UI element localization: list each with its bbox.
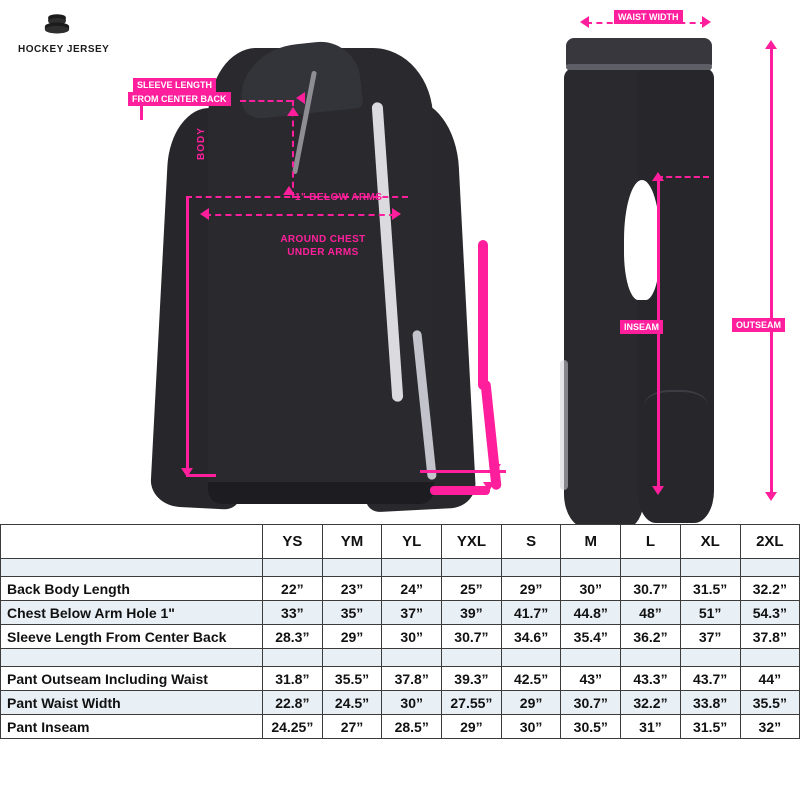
cell: 27.55” <box>442 691 502 715</box>
cell: 24” <box>382 577 442 601</box>
table-spacer-row-middle <box>1 649 800 667</box>
cell: 34.6” <box>501 625 561 649</box>
table-row <box>1 577 800 601</box>
inseam-measure-line <box>657 180 660 492</box>
chest-arrow-left <box>200 208 209 220</box>
cell: 31.5” <box>680 577 740 601</box>
table-row <box>1 667 800 691</box>
cell: 44” <box>740 667 800 691</box>
cell: 35.4” <box>561 625 621 649</box>
inseam-arrow-down <box>652 486 664 495</box>
chest-label-line2: UNDER ARMS <box>287 247 359 258</box>
collar-arrow-left <box>296 92 305 104</box>
waist-arrow-right <box>702 16 711 28</box>
table-spacer-row-top <box>1 559 800 577</box>
cell: 30” <box>382 691 442 715</box>
cell: 23” <box>322 577 382 601</box>
cell: 30.5” <box>561 715 621 739</box>
center-back-arrow-up <box>287 107 299 116</box>
cell: 24.5” <box>322 691 382 715</box>
cell: 22” <box>263 577 323 601</box>
cell: 37” <box>680 625 740 649</box>
row-label-pant-outseam: Pant Outseam Including Waist <box>1 667 263 691</box>
table-row <box>1 691 800 715</box>
header-yxl: YXL <box>442 525 502 559</box>
cell: 32.2” <box>740 577 800 601</box>
cell: 32.2” <box>621 691 681 715</box>
row-label-back-body-length: Back Body Length <box>1 577 263 601</box>
cell: 31.5” <box>680 715 740 739</box>
cell: 30.7” <box>561 691 621 715</box>
hem-right-arrow <box>489 464 501 473</box>
cell: 24.25” <box>263 715 323 739</box>
sleeve-measure-bar <box>478 240 488 390</box>
cell: 43.3” <box>621 667 681 691</box>
cell: 33.8” <box>680 691 740 715</box>
cell: 54.3” <box>740 601 800 625</box>
cell: 29” <box>501 691 561 715</box>
outseam-measure-line <box>770 48 773 498</box>
cell: 30” <box>501 715 561 739</box>
cell: 37.8” <box>382 667 442 691</box>
table-row <box>1 601 800 625</box>
cell: 44.8” <box>561 601 621 625</box>
cell: 25” <box>442 577 502 601</box>
cell: 30.7” <box>442 625 502 649</box>
brand-logo-text: HOCKEY JERSEY <box>18 44 110 55</box>
cell: 28.3” <box>263 625 323 649</box>
cell: 31.8” <box>263 667 323 691</box>
cell: 35.5” <box>322 667 382 691</box>
below-arms-label: 1" BELOW ARMS <box>295 192 383 203</box>
waist-width-tag: WAIST WIDTH <box>614 10 683 24</box>
cell: 37.8” <box>740 625 800 649</box>
outseam-tag: OUTSEAM <box>732 318 785 332</box>
hem-bar <box>430 486 490 495</box>
row-label-pant-inseam: Pant Inseam <box>1 715 263 739</box>
below-arms-arrow-up <box>283 186 295 195</box>
table-header-row <box>1 525 800 559</box>
row-label-sleeve-length: Sleeve Length From Center Back <box>1 625 263 649</box>
header-l: L <box>621 525 681 559</box>
hem-left-tick <box>186 474 216 477</box>
cell: 30” <box>382 625 442 649</box>
cell: 41.7” <box>501 601 561 625</box>
collar-dashed-line <box>240 100 292 102</box>
body-length-measure-line <box>186 196 189 476</box>
cell: 48” <box>621 601 681 625</box>
sleeve-measure-bar-lower <box>480 380 501 490</box>
cell: 43” <box>561 667 621 691</box>
inseam-tag: INSEAM <box>620 320 663 334</box>
header-ys: YS <box>263 525 323 559</box>
cell: 22.8” <box>263 691 323 715</box>
cell: 37” <box>382 601 442 625</box>
sleeve-tag-leader <box>140 104 143 120</box>
cell: 35.5” <box>740 691 800 715</box>
inseam-top-dashed-line <box>657 176 709 178</box>
body-label: BODY <box>196 127 207 160</box>
cell: 51” <box>680 601 740 625</box>
cell: 33” <box>263 601 323 625</box>
cell: 35” <box>322 601 382 625</box>
cell: 28.5” <box>382 715 442 739</box>
cell: 39.3” <box>442 667 502 691</box>
header-blank <box>1 525 263 559</box>
size-chart-table <box>0 524 800 739</box>
cell: 29” <box>501 577 561 601</box>
header-m: M <box>561 525 621 559</box>
header-xl: XL <box>680 525 740 559</box>
cell: 27” <box>322 715 382 739</box>
waist-arrow-left <box>580 16 589 28</box>
row-label-pant-waist-width: Pant Waist Width <box>1 691 263 715</box>
chest-label-line1: AROUND CHEST <box>280 234 366 245</box>
chest-arrow-right <box>392 208 401 220</box>
table-row <box>1 715 800 739</box>
outseam-arrow-down <box>765 492 777 501</box>
cell: 29” <box>442 715 502 739</box>
center-back-tag: FROM CENTER BACK <box>128 92 231 106</box>
chest-measure-dashed-line <box>205 214 395 216</box>
row-label-chest-below-arm-hole: Chest Below Arm Hole 1" <box>1 601 263 625</box>
table-row <box>1 625 800 649</box>
header-s: S <box>501 525 561 559</box>
outseam-arrow-up <box>765 40 777 49</box>
cell: 29” <box>322 625 382 649</box>
waist-width-dashed-line <box>586 22 706 24</box>
cell: 32” <box>740 715 800 739</box>
cell: 39” <box>442 601 502 625</box>
cell: 30.7” <box>621 577 681 601</box>
cell: 31” <box>621 715 681 739</box>
header-2xl: 2XL <box>740 525 800 559</box>
cell: 36.2” <box>621 625 681 649</box>
sleeve-length-tag: SLEEVE LENGTH <box>133 78 216 92</box>
cell: 43.7” <box>680 667 740 691</box>
header-yl: YL <box>382 525 442 559</box>
cell: 30” <box>561 577 621 601</box>
cell: 42.5” <box>501 667 561 691</box>
header-ym: YM <box>322 525 382 559</box>
size-chart-table-wrap <box>0 524 800 800</box>
